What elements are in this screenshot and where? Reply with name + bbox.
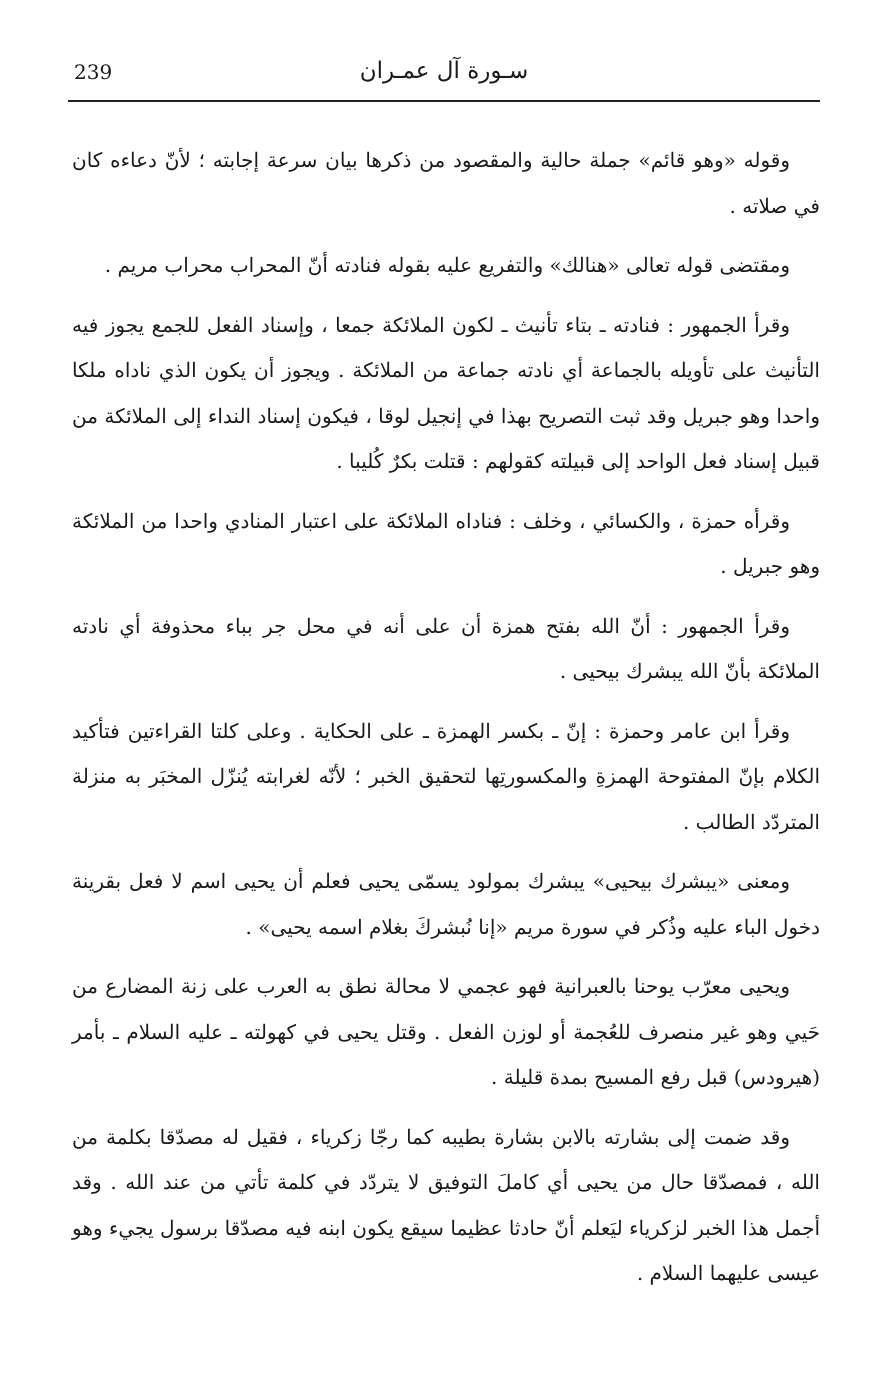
paragraph: وقرأه حمزة ، والكسائي ، وخلف : فناداه الملائكة على اعتبار المنادي واحدا من الملائكة وهو جبريل .	[72, 508, 820, 578]
page-number: 239	[74, 60, 113, 84]
surah-title: سـورة آل عمـران	[359, 58, 529, 84]
paragraph: ومعنى «يبشرك بيحيى» يبشرك بمولود يسمّى يحيى فعلم أن يحيى اسم لا فعل بقرينة دخول الباء عليه وذُكر في سورة مريم «إنا نُبشركَ بغلام اسمه يحيى» .	[72, 869, 820, 939]
paragraph: وقوله «وهو قائم» جملة حالية والمقصود من ذكرها بيان سرعة إجابته ؛ لأنّ دعاءه كان في صلاته .	[72, 148, 820, 218]
body-text	[72, 138, 820, 1311]
paragraph: وقد ضمت إلى بشارته بالابن بشارة بطيبه كما رجّا زكرياء ، فقيل له مصدّقا بكلمة من الله ، فمصدّقا حال من يحيى أي كاملَ التوفيق لا يتردّد في كلمة تأتي من عند الله . وقد أجمل هذا الخبر لزكرياء ليَعلم أنّ حادثا عظيما سيقع يكون ابنه فيه مصدّقا برسول يجيء وهو عيسى عليهما السلام .	[72, 1124, 820, 1285]
header-divider	[68, 100, 820, 102]
running-header	[68, 58, 820, 98]
paragraph: ومقتضى قوله تعالى «هنالك» والتفريع عليه بقوله فنادته أنّ المحراب محراب مريم .	[104, 253, 790, 277]
paragraph: ويحيى معرّب يوحنا بالعبرانية فهو عجمي لا محالة نطق به العرب على زنة المضارع من حَيي وهو غير منصرف للعُجمة أو لوزن الفعل . وقتل يحيى في كهولته ـ عليه السلام ـ بأمر (هيرودس) قبل رفع المسيح بمدة قليلة .	[72, 974, 820, 1089]
paragraph: وقرأ ابن عامر وحمزة : إنّ ـ بكسر الهمزة ـ على الحكاية . وعلى كلتا القراءتين فتأكيد الكلام بإنّ المفتوحة الهمزةِ والمكسورتِها لتحقيق الخبر ؛ لأنّه لغرابته يُنزّل المخبَر به منزلة المتردّد الطالب .	[72, 718, 820, 834]
paragraph: وقرأ الجمهور : فنادته ـ بتاء تأنيث ـ لكون الملائكة جمعا ، وإسناد الفعل للجمع يجوز فيه التأنيث على تأويله بالجماعة أي نادته جماعة من الملائكة . ويجوز أن يكون الذي ناداه ملكا واحدا وهو جبريل وقد ثبت التصريح بهذا في إنجيل لوقا ، فيكون إسناد النداء إلى الملائكة من قبيل إسناد فعل الواحد إلى قبيلته كقولهم : قتلت بكرٌ كُليبا .	[72, 312, 820, 473]
paragraph: وقرأ الجمهور : أنّ الله بفتح همزة أن على أنه في محل جر بباء محذوفة أي نادته الملائكة بأنّ الله يبشرك بيحيى .	[72, 613, 820, 683]
